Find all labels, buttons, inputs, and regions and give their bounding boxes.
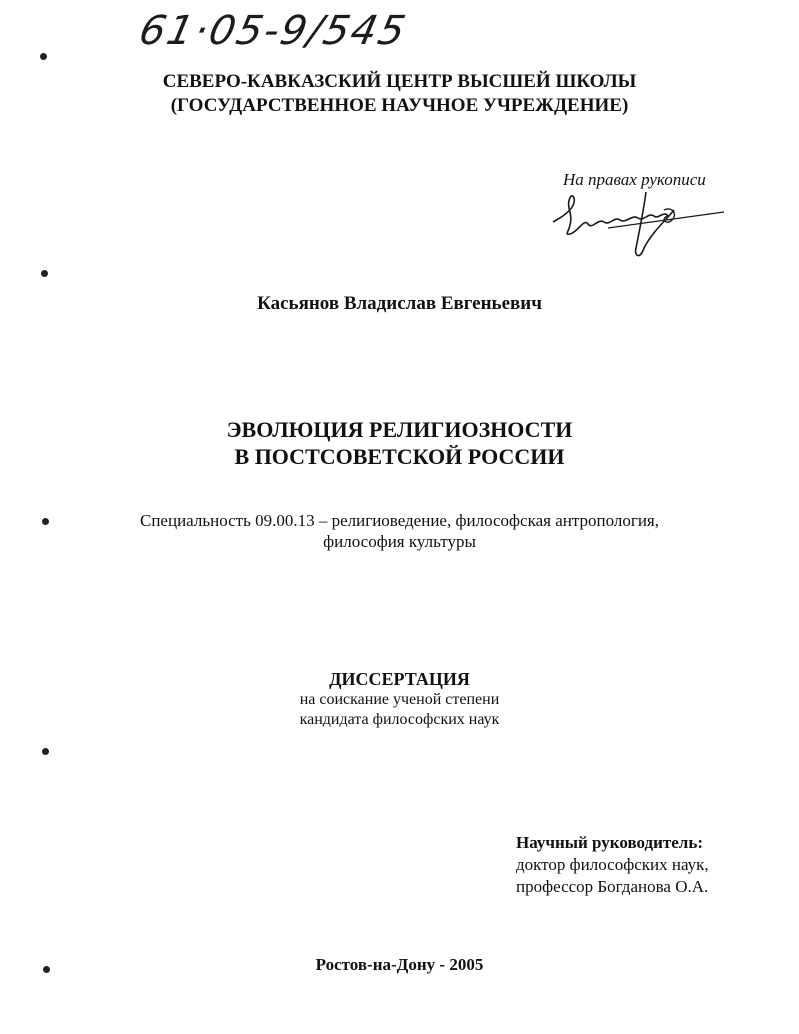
advisor-label: Научный руководитель:	[516, 833, 703, 852]
advisor-degree: доктор философских наук,	[516, 855, 709, 874]
specialty-line-2: философия культуры	[323, 532, 476, 551]
institution-header	[0, 70, 799, 118]
binding-mark	[41, 270, 48, 277]
institution-line-1: СЕВЕРО-КАВКАЗСКИЙ ЦЕНТР ВЫСШЕЙ ШКОЛЫ	[162, 71, 637, 92]
degree-purpose	[0, 690, 799, 730]
binding-mark	[40, 53, 47, 60]
title-line-2: В ПОСТСОВЕТСКОЙ РОССИИ	[234, 444, 565, 469]
binding-mark	[42, 748, 49, 755]
document-type: ДИССЕРТАЦИЯ	[329, 669, 470, 689]
author-signature	[548, 188, 728, 268]
institution-line-2: (ГОСУДАРСТВЕННОЕ НАУЧНОЕ УЧРЕЖДЕНИЕ)	[170, 95, 629, 116]
rights-note: На правах рукописи	[563, 170, 706, 189]
specialty	[0, 510, 799, 552]
city-year: Ростов-на-Дону - 2005	[315, 955, 484, 974]
advisor-name: профессор Богданова О.А.	[516, 877, 709, 896]
author-name: Касьянов Владислав Евгеньевич	[257, 293, 542, 314]
dissertation-title	[0, 416, 799, 470]
degree-line-1: на соискание ученой степени	[299, 691, 500, 708]
specialty-line-1: Специальность 09.00.13 – религиоведение, философская антропология,	[139, 511, 659, 530]
title-line-1: ЭВОЛЮЦИЯ РЕЛИГИОЗНОСТИ	[226, 417, 573, 442]
scientific-advisor	[516, 832, 709, 898]
archive-code: 61·05-9/545	[135, 8, 412, 54]
degree-line-2: кандидата философских наук	[299, 711, 500, 728]
